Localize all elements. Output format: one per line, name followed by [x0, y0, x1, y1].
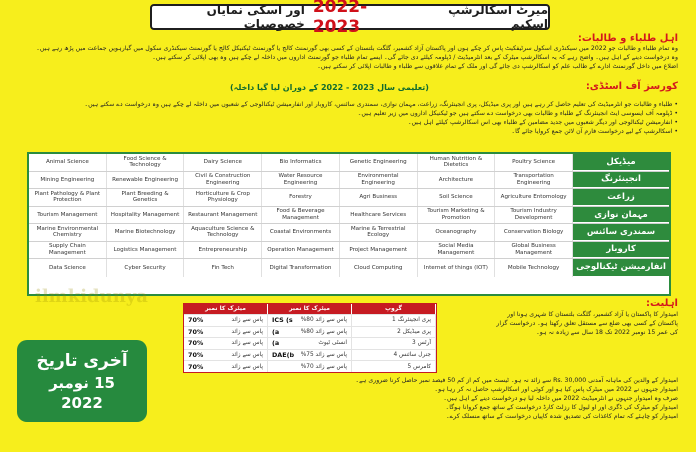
course-category-label: مہمان نوازی	[573, 207, 669, 224]
watermark: ilmkidunya	[35, 286, 148, 307]
course-cell: Human Nutrition & Dietetics	[418, 154, 496, 171]
header-cell: میٹرک کا نمبر	[268, 304, 352, 314]
course-cell: Civil & Construction Engineering	[184, 172, 262, 189]
percentage-cell	[268, 315, 352, 326]
percentage-value: 70%	[188, 316, 204, 325]
percentage-desc: پری انجینئرنگ 1	[392, 317, 431, 324]
percentage-cell	[184, 361, 268, 372]
course-cell: Aquaculture Science & Technology	[184, 224, 262, 241]
course-row	[29, 224, 669, 242]
course-cell: Operation Management	[262, 242, 340, 259]
course-category-label: سمندری سائنس	[573, 224, 669, 241]
percentage-desc: پاس سے زائد	[231, 340, 263, 347]
eligibility-line: پاکستان کے کسی بھی ضلع سے مستقل تعلق رکھتا ہو۔ درخواست گزار	[496, 320, 678, 327]
percentage-row	[184, 326, 436, 338]
course-cell: Tourism Industry Development	[495, 207, 573, 224]
course-row	[29, 189, 669, 207]
course-cell: Hospitality Management	[107, 207, 185, 224]
course-cell: Poultry Science	[495, 154, 573, 171]
eligible-line: اضلاع میں داخل گورنمنٹ ادارے کے طالب علم کو اسکالرشپ دی جائے گی اور ملک کے تمام علاقوں سے طلباء و طالبات اپلائی کر سکتے ہیں۔	[317, 63, 678, 70]
percentage-cell	[352, 327, 436, 338]
course-cell: Digital Transformation	[262, 259, 340, 277]
courses-line: • اسکالرشپ کے لیے درخواست فارم آن لائن جمع کروایا جائے گا۔	[511, 128, 678, 135]
course-cell: Marine Biotechnology	[107, 224, 185, 241]
deadline-year: 2022	[61, 394, 103, 412]
percentage-value: 70%	[188, 362, 204, 371]
percentage-value: 70%	[188, 339, 204, 348]
condition-line: امیدوار جنہوں نے 2022 میں میٹرک پاس کیا ہو اور کوئی اور اسکالرشپ حاصل نہ کر رہا ہو۔	[434, 386, 678, 393]
course-cell: Oceanography	[418, 224, 496, 241]
condition-line: صرف وہ امیدوار جنہوں نے انٹرمیڈیٹ 2022 میں داخلہ لیا ہو درخواست دینے کے اہل ہیں۔	[443, 395, 678, 402]
course-cell: Plant Breeding & Genetics	[107, 189, 185, 206]
course-cell: Agriculture Entomology	[495, 189, 573, 206]
eligibility-line: کی عمر 15 نومبر 2022 تک 18 سال سے زیادہ نہ ہو۔	[536, 329, 678, 336]
eligibility-line: امیدوار کا پاکستان یا آزاد کشمیر، گلگت بلتستان کا شہری ہونا اور	[507, 311, 678, 318]
percentage-desc: کامرس 5	[407, 363, 431, 370]
courses-line: • ڈپلومہ آف ایسوسی ایٹ انجینئرنگ کے طلباء و طالبات بھی درخواست دے سکتے ہیں جو ٹیکنیکل اداروں میں زیر تعلیم ہیں۔	[357, 110, 678, 117]
percentage-desc: پاس سے زائد 80%	[300, 328, 347, 335]
percentage-value: 70%	[188, 351, 204, 360]
course-cell: Supply Chain Management	[29, 242, 107, 259]
course-cell: Coastal Environments	[262, 224, 340, 241]
course-row	[29, 172, 669, 190]
course-cell: Healthcare Services	[340, 207, 418, 224]
percentage-cell	[352, 361, 436, 372]
eligible-line: وہ درخواست دینے کے اہل ہیں۔ واضح رہے کہ یہ اسکالرشپ میٹرک کے بعد انٹرمیڈیٹ / ڈپلومہ کیلئے دی جائے گی۔ ایسے تمام طلباء جو گورنمنٹ اداروں میں داخلہ لے چکے ہیں وہ بھی اپلائی کر سکتے ہیں۔	[152, 54, 678, 61]
section-courses-text	[18, 100, 678, 146]
course-cell: Cyber Security	[107, 259, 185, 277]
section-eligibility-title: اہلیت:	[645, 298, 678, 309]
percentage-desc: پری میڈیکل 2	[397, 328, 431, 335]
course-cell: Social Media Management	[418, 242, 496, 259]
condition-line: امیدوار کو میٹرک کی ڈگری اور او لیول کا رزلٹ کارڈ درخواست کے ساتھ جمع کروانا ہوگا۔	[445, 404, 678, 411]
course-category-label: انفارمیشن ٹیکنالوجی	[573, 259, 669, 277]
course-category-label: زراعت	[573, 189, 669, 206]
course-row	[29, 259, 669, 277]
eligible-line: وہ تمام طلباء و طالبات جو 2022 میں سیکنڈری اسکول سرٹیفکیٹ پاس کر چکے ہوں اور پاکستان آزاد کشمیر، گلگت بلتستان کے کسی بھی گورنمنٹ کالج یا گورنمنٹ ٹیکنیکل کالج یا گورنمنٹ سیکنڈری سکول میں گیارہویں جماعت میں پڑھ رہے ہیں۔	[36, 45, 678, 52]
percentage-desc: پاس سے زائد 70%	[300, 363, 347, 370]
course-cell: Environmental Engineering	[340, 172, 418, 189]
percentage-cell	[268, 338, 352, 349]
course-cell: Fin Tech	[184, 259, 262, 277]
deadline-date: 15 نومبر	[49, 374, 115, 392]
course-category-label: میڈیکل	[573, 154, 669, 171]
percentage-cell	[268, 350, 352, 361]
percentage-desc: پاس سے زائد	[231, 328, 263, 335]
course-category-label: انجینئرنگ	[573, 172, 669, 189]
percentage-desc: جنرل سائنس 4	[393, 352, 431, 359]
course-cell: Plant Pathology & Plant Protection	[29, 189, 107, 206]
course-cell: Project Management	[340, 242, 418, 259]
condition-line: امیدوار کو چاہئے کہ تمام کاغذات کی تصدیق شدہ کاپیاں درخواست کے ساتھ منسلک کرے۔	[446, 413, 678, 420]
percentage-cell	[352, 338, 436, 349]
course-cell: Cloud Computing	[340, 259, 418, 277]
percentage-row	[184, 360, 436, 372]
percentage-table-header	[184, 304, 436, 314]
percentage-cell	[268, 361, 352, 372]
course-category-label: کاروبار	[573, 242, 669, 259]
course-cell: Water Resource Engineering	[262, 172, 340, 189]
title-urdu: میرٹ اسکالرشپ اسکیم	[448, 3, 548, 31]
course-cell: Mining Engineering	[29, 172, 107, 189]
section-courses-subtitle: (تعلیمی سال 2023 - 2022 کے دوران لیا گیا داخلہ)	[230, 83, 429, 92]
percentage-row	[184, 349, 436, 361]
course-cell: Soil Science	[418, 189, 496, 206]
percentage-value: 70%	[188, 327, 204, 336]
percentage-value: DAE(b	[272, 351, 295, 360]
percentage-value: ICS (s	[272, 316, 293, 325]
course-cell: Architecture	[418, 172, 496, 189]
section-eligible-title: اہل طلباء و طالبات:	[577, 33, 678, 44]
percentage-desc: پاس سے زائد	[231, 363, 263, 370]
course-cell: Internet of things (IOT)	[418, 259, 496, 277]
course-cell: Mobile Technology	[495, 259, 573, 277]
course-cell: Global Business Management	[495, 242, 573, 259]
percentage-cell	[184, 327, 268, 338]
percentage-desc: پاس سے زائد	[231, 317, 263, 324]
course-row	[29, 154, 669, 172]
course-cell: Marine Environmental Chemistry	[29, 224, 107, 241]
section-eligibility-text	[448, 310, 678, 340]
condition-line: امیدوار کے والدین کی ماہانہ آمدنی Rs. 30,000 سے زائد نہ ہو۔ ٹیسٹ میں کم از کم 50 فیصد نمبر حاصل کرنا ضروری ہے۔	[355, 377, 678, 384]
percentage-desc: پاس سے زائد	[231, 352, 263, 359]
course-cell: Bio Informatics	[262, 154, 340, 171]
course-cell: Agri Business	[340, 189, 418, 206]
percentage-cell	[352, 350, 436, 361]
course-cell: Conservation Biology	[495, 224, 573, 241]
deadline-title: آخری تاریخ	[36, 351, 128, 371]
section-eligible-text	[18, 44, 678, 72]
section-conditions-text	[158, 376, 678, 450]
title-subtitle: اور اسکی نمایاں خصوصیات	[206, 3, 305, 31]
course-cell: Food Science & Technology	[107, 154, 185, 171]
percentage-table	[183, 303, 437, 373]
percentage-row	[184, 314, 436, 326]
percentage-cell	[184, 350, 268, 361]
percentage-desc: آرٹس 3	[412, 340, 431, 347]
section-courses-title: کورسز آف اسٹڈی:	[585, 81, 678, 92]
course-row	[29, 207, 669, 225]
course-cell: Entrepreneurship	[184, 242, 262, 259]
percentage-value: (a	[272, 327, 280, 336]
page-title	[150, 0, 550, 37]
deadline-box	[17, 340, 147, 422]
percentage-cell	[184, 315, 268, 326]
course-cell: Genetic Engineering	[340, 154, 418, 171]
course-cell: Marine & Terrestrial Ecology	[340, 224, 418, 241]
course-cell: Tourism Marketing & Promotion	[418, 207, 496, 224]
percentage-desc: انسٹی ٹیوٹ	[318, 340, 347, 347]
course-cell: Data Science	[29, 259, 107, 277]
course-cell: Animal Science	[29, 154, 107, 171]
courses-table	[27, 152, 671, 296]
percentage-desc: پاس سے زائد 75%	[300, 352, 347, 359]
courses-line: • انفارمیشن ٹیکنالوجی اور دیگر شعبوں میں جدید مضامین کے طلباء بھی اس اسکالرشپ کیلئے اہل ہیں۔	[407, 119, 678, 126]
header-cell: میٹرک کا نمبر	[184, 304, 268, 314]
course-cell: Dairy Science	[184, 154, 262, 171]
course-cell: Horticulture & Crop Physiology	[184, 189, 262, 206]
course-row	[29, 242, 669, 260]
percentage-value: (a	[272, 339, 280, 348]
course-cell: Forestry	[262, 189, 340, 206]
title-years: 2022-2023	[312, 0, 368, 37]
header-cell: گروپ	[352, 304, 436, 314]
percentage-cell	[352, 315, 436, 326]
percentage-cell	[268, 327, 352, 338]
course-cell: Renewable Engineering	[107, 172, 185, 189]
percentage-row	[184, 337, 436, 349]
course-cell: Transportation Engineering	[495, 172, 573, 189]
course-cell: Tourism Management	[29, 207, 107, 224]
course-cell: Food & Beverage Management	[262, 207, 340, 224]
percentage-desc: پاس سے زائد 80%	[300, 317, 347, 324]
course-cell: Restaurant Management	[184, 207, 262, 224]
course-cell: Logistics Management	[107, 242, 185, 259]
percentage-cell	[184, 338, 268, 349]
courses-line: • طلباء و طالبات جو انٹرمیڈیٹ کی تعلیم حاصل کر رہے ہیں اور پری میڈیکل، پری انجینئرنگ، زراعت، مہمان نوازی، سمندری سائنس، کاروبار اور انفارمیشن ٹیکنالوجی کے شعبوں میں داخلہ لے چکے ہیں وہ درخواست دے سکتے ہیں۔	[84, 101, 678, 108]
